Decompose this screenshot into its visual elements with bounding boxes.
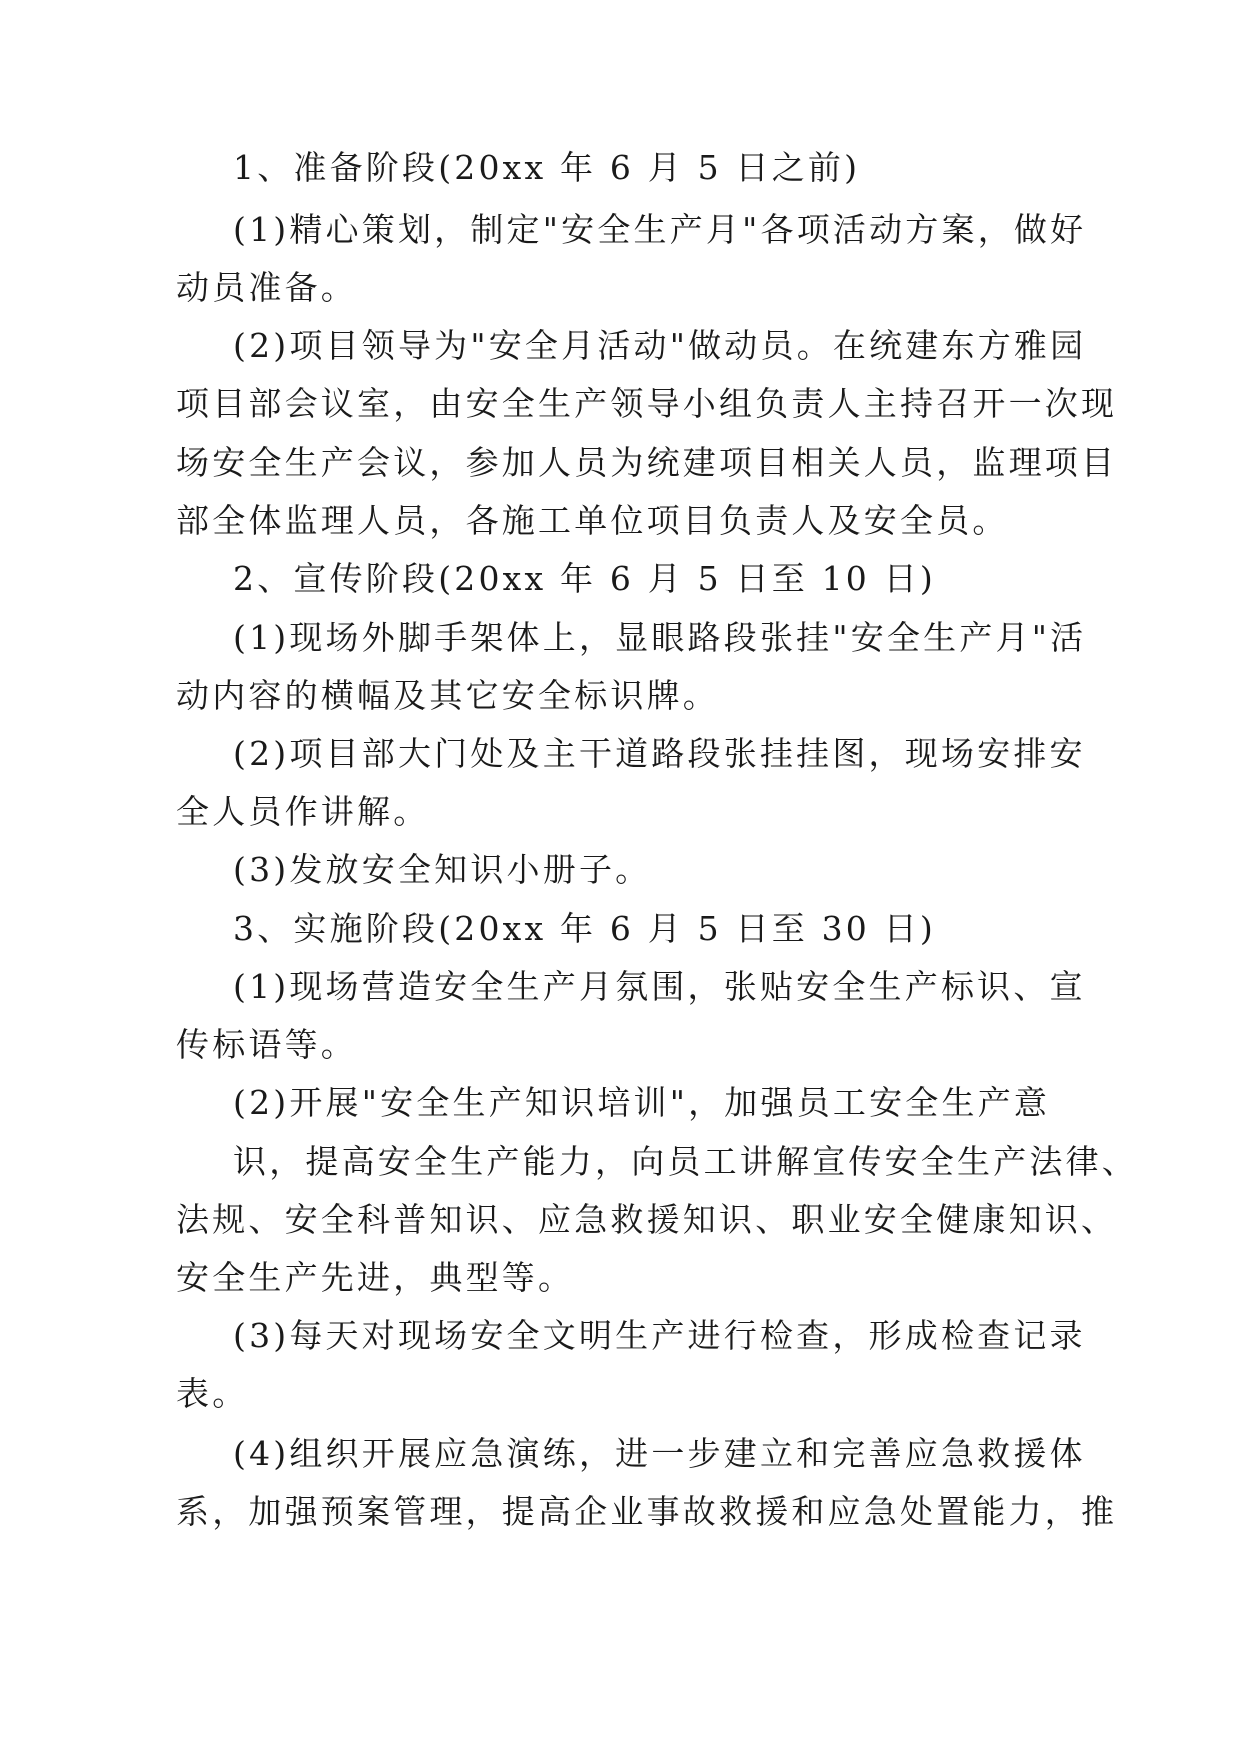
text-line: 识，提高安全生产能力，向员工讲解宣传安全生产法律、 <box>233 1142 1138 1181</box>
text-line: 场安全生产会议，参加人员为统建项目相关人员，监理项目 <box>176 443 1118 482</box>
text-line: (4)组织开展应急演练，进一步建立和完善应急救援体 <box>233 1434 1086 1473</box>
text-line: (1)精心策划，制定"安全生产月"各项活动方案，做好 <box>233 210 1087 249</box>
text-line: 3、实施阶段(20xx 年 6 月 5 日至 30 日) <box>233 909 936 948</box>
text-line: (2)项目部大门处及主干道路段张挂挂图，现场安排安 <box>233 734 1086 773</box>
text-line: 1、准备阶段(20xx 年 6 月 5 日之前) <box>233 148 861 187</box>
text-line: (1)现场营造安全生产月氛围，张贴安全生产标识、宣 <box>233 967 1086 1006</box>
text-line: (2)项目领导为"安全月活动"做动员。在统建东方雅园 <box>233 326 1087 365</box>
text-line: 安全生产先进，典型等。 <box>176 1258 575 1297</box>
text-line: 传标语等。 <box>176 1025 357 1064</box>
text-line: 动内容的横幅及其它安全标识牌。 <box>176 676 719 715</box>
text-line: 系，加强预案管理，提高企业事故救援和应急处置能力，推 <box>176 1492 1118 1531</box>
text-line: 动员准备。 <box>176 268 357 307</box>
text-line: (2)开展"安全生产知识培训"，加强员工安全生产意 <box>233 1083 1051 1122</box>
text-line: 部全体监理人员，各施工单位项目负责人及安全员。 <box>176 501 1009 540</box>
text-line: 表。 <box>176 1374 249 1413</box>
text-line: 法规、安全科普知识、应急救援知识、职业安全健康知识、 <box>176 1200 1118 1239</box>
text-line: 项目部会议室，由安全生产领导小组负责人主持召开一次现 <box>176 384 1118 423</box>
text-line: (3)每天对现场安全文明生产进行检查，形成检查记录 <box>233 1316 1086 1355</box>
text-line: (3)发放安全知识小册子。 <box>233 850 652 889</box>
text-line: (1)现场外脚手架体上，显眼路段张挂"安全生产月"活 <box>233 618 1087 657</box>
text-line: 2、宣传阶段(20xx 年 6 月 5 日至 10 日) <box>233 559 936 598</box>
text-line: 全人员作讲解。 <box>176 792 430 831</box>
